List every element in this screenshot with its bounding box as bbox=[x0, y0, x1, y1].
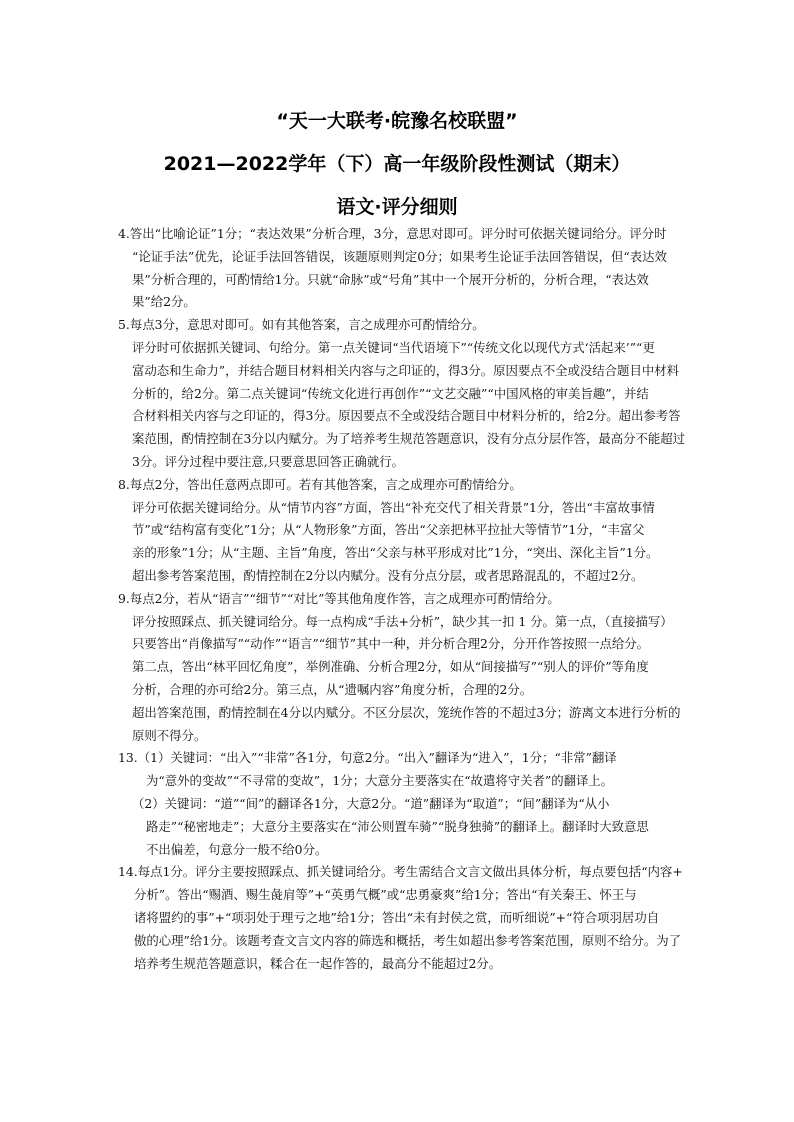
scoring-line: 诸将盟约的事”+“项羽处于理亏之地”给1分；答出“未有封侯之赏，而听细说”+“符合项羽居功自 bbox=[134, 909, 660, 925]
scoring-line: 分析”。答出“赐酒、赐生彘肩等”+“英勇气概”或“忠勇豪爽”给1分；答出“有关秦王、怀王与 bbox=[134, 887, 637, 903]
scoring-item bbox=[118, 747, 700, 861]
scoring-line: 傲的心理”给1分。该题考查文言文内容的筛选和概括，考生如超出参考答案范围，原则不给分。为了 bbox=[134, 932, 682, 948]
scoring-line: 不出偏差，句意分一般不给0分。 bbox=[146, 841, 328, 857]
scoring-line: 案范围，酌情控制在3分以内赋分。为了培养考生规范答题意识，没有分点分层作答，最高分不能超过 bbox=[132, 431, 686, 447]
scoring-item bbox=[118, 223, 700, 314]
scoring-line: 3分。评分过程中要注意,只要意思回答正确就行。 bbox=[132, 453, 405, 469]
scoring-line: 合材料相关内容与之印证的，得3分。原因要点不全或没结合题目中材料分析的，给2分。超出参考答 bbox=[132, 408, 681, 424]
scoring-line: 超出答案范围，酌情控制在4分以内赋分。不区分层次，笼统作答的不超过3分；游离文本进行分析的 bbox=[132, 704, 681, 720]
scoring-item bbox=[118, 588, 700, 748]
scoring-line: 路走”“秘密地走”；大意分主要落实在“沛公则置车骑”“脱身独骑”的翻译上。翻译时大致意思 bbox=[146, 818, 649, 834]
scoring-line: 9.每点2分，若从“语言”“细节”“对比”等其他角度作答，言之成理亦可酌情给分。 bbox=[118, 590, 560, 606]
scoring-line: 分析的，给2分。第二点关键词“传统文化进行再创作”“文艺交融”“中国风格的审美旨趣”，并结 bbox=[132, 385, 649, 401]
document-header bbox=[0, 100, 794, 229]
scoring-line: 节”或“结构富有变化”1分；从“人物形象”方面，答出“父亲把林平拉扯大等情节”1分，“丰富父 bbox=[132, 522, 645, 538]
scoring-line: 评分按照踩点、抓关键词给分。每一点构成“手法+分析”，缺少其一扣 1 分。第一点，（直接描写） bbox=[132, 613, 673, 629]
scoring-line: 13.（1）关键词：“出入”“非常”各1分，句意2分。“出入”翻译为“进入”，1分；“非常”翻译 bbox=[118, 750, 617, 766]
scoring-line: 只要答出“肖像描写”“动作”“语言”“细节”其中一种，并分析合理2分，分开作答按照一点给分。 bbox=[132, 636, 650, 652]
scoring-line: 评分时可依据抓关键词、句给分。第一点关键词“当代语境下”“传统文化以现代方式‘活起来’”“更 bbox=[132, 339, 655, 355]
scoring-line: 分析，合理的亦可给2分。第三点，从“遗嘱内容”角度分析，合理的2分。 bbox=[132, 681, 533, 697]
scoring-line: 8.每点2分，答出任意两点即可。若有其他答案，言之成理亦可酌情给分。 bbox=[118, 476, 522, 492]
scoring-rules-body bbox=[118, 223, 700, 975]
scoring-line: 果”分析合理的，可酌情给1分。只就“命脉”或“号角”其中一个展开分析的，分析合理，“表达效 bbox=[132, 271, 649, 287]
scoring-line: 果”给2分。 bbox=[132, 294, 196, 310]
scoring-line: 5.每点3分，意思对即可。如有其他答案，言之成理亦可酌情给分。 bbox=[118, 317, 485, 333]
scoring-line: 原则不得分。 bbox=[132, 727, 207, 743]
scoring-line: 第二点，答出“林平回忆角度”，举例准确、分析合理2分，如从“间接描写”“别人的评价”等角度 bbox=[132, 659, 649, 675]
scoring-item bbox=[118, 474, 700, 588]
scoring-line: 亲的形象”1分；从“主题、主旨”角度，答出“父亲与林平形成对比”1分，“突出、深化主旨”1分。 bbox=[132, 545, 659, 561]
scoring-line: 4.答出“比喻论证”1分；“表达效果”分析合理，3分，意思对即可。评分时可依据关键词给分。评分时 bbox=[118, 226, 667, 241]
scoring-line: （2）关键词：“道”“间”的翻译各1分，大意2分。“道”翻译为“取道”；“间”翻译为“从小 bbox=[132, 795, 610, 811]
scoring-line: 14.每点1分。评分主要按照踩点、抓关键词给分。考生需结合文言文做出具体分析，每点要包括“内容+ bbox=[118, 864, 683, 880]
alliance-title: “天一大联考·皖豫名校联盟” bbox=[276, 110, 518, 132]
scoring-line: 为“意外的变故”“不寻常的变故”，1分；大意分主要落实在“故遣将守关者”的翻译上。 bbox=[146, 773, 614, 789]
scoring-line: “论证手法”优先，论证手法回答错误，该题原则判定0分；如果考生论证手法回答错误，但“表达效 bbox=[132, 248, 667, 264]
scoring-line: 评分可依据关键词给分。从“情节内容”方面，答出“补充交代了相关背景”1分，答出“丰富故事情 bbox=[132, 499, 655, 515]
scoring-item bbox=[118, 314, 700, 474]
scoring-item bbox=[118, 861, 700, 975]
subject-title: 语文·评分细则 bbox=[336, 196, 458, 218]
scoring-line: 富动态和生命力”，并结合题目材料相关内容与之印证的，得3分。原因要点不全或没结合题目中材料 bbox=[132, 362, 680, 378]
scoring-line: 培养考生规范答题意识，糅合在一起作答的，最高分不能超过2分。 bbox=[134, 955, 502, 971]
exam-title: 2021—2022学年（下）高一年级阶段性测试（期末） bbox=[163, 153, 631, 175]
scoring-line: 超出参考答案范围，酌情控制在2分以内赋分。没有分点分层，或者思路混乱的，不超过2分。 bbox=[132, 567, 644, 583]
